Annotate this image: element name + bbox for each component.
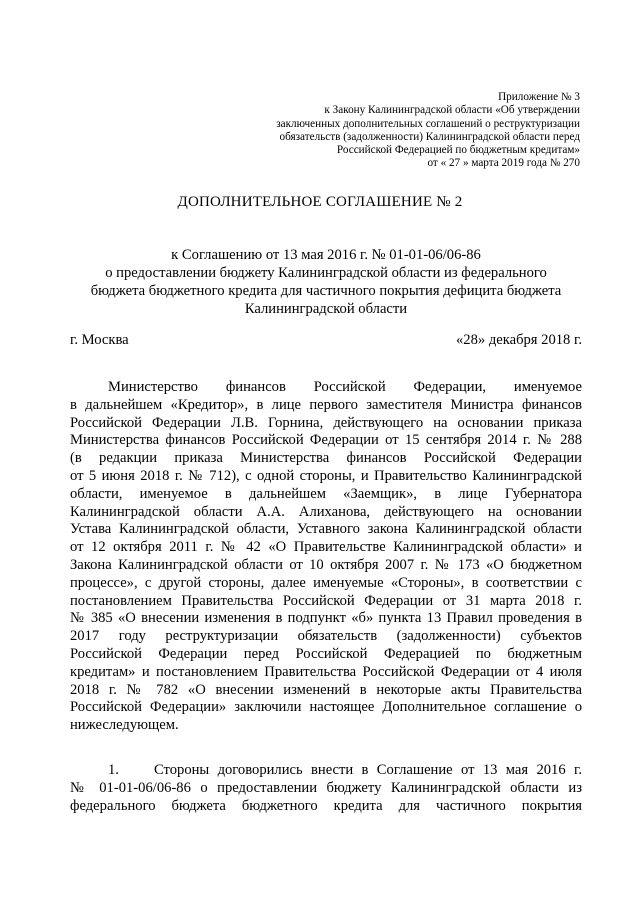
- clause-first-line: [70, 762, 582, 780]
- paragraph-line: процессе», с другой стороны, далее именуемые «Стороны», в соответствии с: [70, 574, 582, 591]
- paragraph-line: постановлением Правительства Российской Федерации от 31 марта 2018 г.: [70, 592, 582, 609]
- paragraph-line: Российской Федерации перед Российской Федерацией по бюджетным: [70, 645, 582, 662]
- paragraph-line: Министерство финансов Российской Федерации, именуемое: [108, 379, 582, 395]
- clause-1-paragraph: [70, 762, 582, 815]
- place-date-row: [70, 332, 582, 349]
- appendix-line: Приложение № 3: [498, 91, 580, 103]
- signing-place: г. Москва: [70, 332, 129, 348]
- paragraph-line: Устава Калининградской области, Уставного закона Калининградской области: [70, 521, 582, 538]
- preamble-paragraph: [70, 379, 582, 735]
- paragraph-line: кредитам» и постановлением Правительства Российской Федерации от 4 июля: [70, 663, 582, 680]
- subtitle-line: Калининградской области: [244, 301, 408, 317]
- appendix-line: от « 27 » марта 2019 года № 270: [427, 157, 580, 170]
- appendix-line: обязательств (задолженности) Калининградской области перед: [279, 130, 580, 143]
- appendix-line: заключенных дополнительных соглашений о реструктуризации: [276, 117, 580, 130]
- paragraph-line: 2018 г. № 782 «О внесении изменений в некоторые акты Правительства: [70, 681, 582, 698]
- subtitle-line: бюджета бюджетного кредита для частичного покрытия дефицита бюджета: [90, 283, 562, 299]
- paragraph-line: (в редакции приказа Министерства финансов Российской Федерации: [70, 450, 582, 467]
- clause-line-text: Стороны договорились внести в Соглашение от 13 мая 2016 г.: [154, 762, 582, 778]
- paragraph-line: Министерства финансов Российской Федерации от 15 сентября 2014 г. № 288: [70, 432, 582, 449]
- appendix-line: к Закону Калининградской области «Об утверждении: [324, 104, 580, 117]
- paragraph-line: Российской Федерации» заключили настоящее Дополнительное соглашение о: [70, 699, 582, 716]
- paragraph-line: федерального бюджета бюджетного кредита для частичного покрытия: [70, 797, 582, 814]
- subtitle-line: к Соглашению от 13 мая 2016 г. № 01-01-06/06-86: [171, 247, 481, 263]
- paragraph-line: № 385 «О внесении изменения в подпункт «б» пункта 13 Правил проведения в: [70, 610, 582, 627]
- paragraph-line: нижеследующем.: [70, 717, 179, 734]
- paragraph-line: от 12 октября 2011 г. № 42 «О Правительстве Калининградской области» и: [70, 539, 582, 556]
- paragraph-line: Калининградской области А.А. Алиханова, действующего на основании: [70, 503, 582, 520]
- document-subtitle: [70, 246, 582, 318]
- paragraph-line: 2017 году реструктуризации обязательств (задолженности) субъектов: [70, 628, 582, 645]
- paragraph-line: Закона Калининградской области от 10 октября 2007 г. № 173 «О бюджетном: [70, 556, 582, 573]
- appendix-line: Российской Федерацией по бюджетным кредитам»: [336, 144, 580, 157]
- paragraph-line: от 5 июня 2018 г. № 712), с одной стороны, и Правительство Калининградской: [70, 467, 582, 484]
- paragraph-line: Российской Федерации Л.В. Горнина, действующего на основании приказа: [70, 414, 582, 431]
- clause-number: 1.: [108, 762, 119, 778]
- appendix-header: [160, 91, 580, 171]
- paragraph-line: области, именуемое в дальнейшем «Заемщик», в лице Губернатора: [70, 485, 582, 502]
- document-title: ДОПОЛНИТЕЛЬНОЕ СОГЛАШЕНИЕ № 2: [177, 194, 463, 210]
- subtitle-line: о предоставлении бюджету Калининградской области из федерального: [105, 265, 547, 281]
- paragraph-line: № 01-01-06/06-86 о предоставлении бюджету Калининградской области из: [70, 779, 582, 796]
- paragraph-line: в дальнейшем «Кредитор», в лице первого заместителя Министра финансов: [70, 396, 582, 413]
- signing-date: «28» декабря 2018 г.: [456, 332, 582, 348]
